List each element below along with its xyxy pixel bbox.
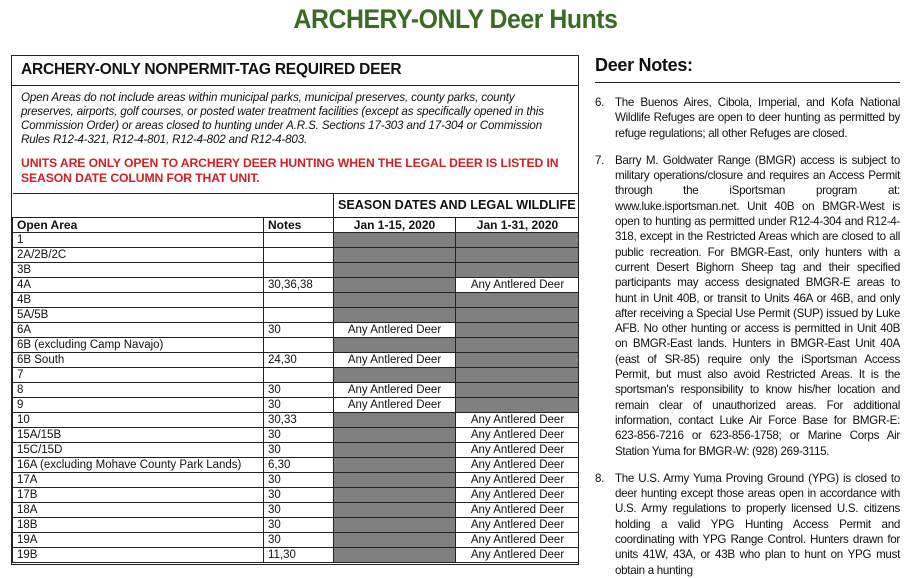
open-area-cell: 19A — [13, 533, 264, 548]
table-row — [13, 368, 580, 383]
season-header-row — [13, 194, 580, 218]
season-1-cell: Any Antlered Deer — [334, 398, 456, 413]
table-row — [13, 413, 580, 428]
season-2-cell — [456, 263, 580, 278]
col-date-1: Jan 1-15, 2020 — [334, 218, 456, 233]
season-1-cell — [334, 458, 456, 473]
season-2-cell — [456, 233, 580, 248]
season-1-cell — [334, 233, 456, 248]
season-1-cell — [334, 308, 456, 323]
table-row — [13, 518, 580, 533]
table-row — [13, 548, 580, 563]
notes-cell: 24,30 — [264, 353, 334, 368]
hunt-table-body — [13, 233, 580, 563]
season-1-cell — [334, 278, 456, 293]
notes-cell: 30 — [264, 503, 334, 518]
open-area-cell: 16A (excluding Mohave County Park Lands) — [13, 458, 264, 473]
notes-cell — [264, 248, 334, 263]
open-area-cell: 6B (excluding Camp Navajo) — [13, 338, 264, 353]
open-area-cell: 5A/5B — [13, 308, 264, 323]
note-number: 6. — [595, 96, 605, 109]
col-open-area: Open Area — [13, 218, 264, 233]
notes-cell — [264, 263, 334, 278]
season-2-cell — [456, 398, 580, 413]
notes-cell: 30 — [264, 518, 334, 533]
notes-cell: 11,30 — [264, 548, 334, 563]
season-1-cell — [334, 368, 456, 383]
season-1-cell: Any Antlered Deer — [334, 323, 456, 338]
note-text: Barry M. Goldwater Range (BMGR) access is subject to military operations/closure and requires an Access Permit through the iSportsman program at: www.luke.isportsman.net. Unit 40B on BMGR-West is open to hunting as permitted under R12-4-304 and R12-4-318, except in the Restricted Areas which are closed to all public recreation. For BMGR-East, only hunters with a current Desert Bighorn Sheep tag and their specified participants may access designated BMGR-E areas to hunt in Unit 40B, or transit to Units 46A or 46B, and only after receiving a Special Use Permit (SUP) issued by Luke AFB. No other hunting or access is permitted in Unit 40B on BMGR-East lands. Hunters in BMGR-East Unit 40A (east of SR-85) require only the iSportsman Access Permit, but must also avoid Restricted Areas. It is the sportsman's responsibility to know his/her location and remain clear of unauthorized areas. For additional information, contact Luke Air Force Base for BMGR-E: 623-856-7216 or 623-856-1758; or Marine Corps Air Station Yuma for BMGR-W: (928) 269-3115. — [615, 153, 900, 458]
open-area-cell: 8 — [13, 383, 264, 398]
column-header-row — [13, 218, 580, 233]
season-1-cell — [334, 443, 456, 458]
notes-cell: 30 — [264, 533, 334, 548]
notes-cell: 30 — [264, 473, 334, 488]
table-row — [13, 398, 580, 413]
note-item — [595, 471, 900, 578]
season-2-cell — [456, 323, 580, 338]
season-2-cell: Any Antlered Deer — [456, 518, 580, 533]
season-header: SEASON DATES AND LEGAL WILDLIFE — [334, 194, 580, 218]
season-1-cell — [334, 473, 456, 488]
notes-cell — [264, 338, 334, 353]
open-area-cell: 1 — [13, 233, 264, 248]
note-number: 8. — [595, 471, 605, 485]
season-2-cell — [456, 308, 580, 323]
table-row — [13, 443, 580, 458]
table-row — [13, 428, 580, 443]
season-2-cell — [456, 248, 580, 263]
table-row — [13, 503, 580, 518]
open-area-cell: 7 — [13, 368, 264, 383]
season-2-cell: Any Antlered Deer — [456, 503, 580, 518]
table-row — [13, 323, 580, 338]
notes-cell — [264, 308, 334, 323]
season-2-cell: Any Antlered Deer — [456, 443, 580, 458]
intro-text: Open Areas do not include areas within municipal parks, municipal preserves, county parks, county preserves, airports, golf courses, or posted water treatment facilities (except as specifically opened in this Commission Order) or areas closed to hunting under A.R.S. Sections 17-303 and 17-304 or Commission Rules R12-4-321, R12-4-801, R12-4-802 and R12-4-803. — [21, 91, 544, 146]
open-area-cell: 2A/2B/2C — [13, 248, 264, 263]
table-row — [13, 383, 580, 398]
season-2-cell: Any Antlered Deer — [456, 428, 580, 443]
note-item — [595, 95, 900, 141]
season-1-cell — [334, 248, 456, 263]
page-title: ARCHERY-ONLY Deer Hunts — [293, 4, 618, 34]
season-1-cell — [334, 293, 456, 308]
deer-notes-section — [595, 55, 900, 578]
table-row — [13, 308, 580, 323]
season-1-cell — [334, 413, 456, 428]
season-2-cell — [456, 338, 580, 353]
notes-cell: 30,36,38 — [264, 278, 334, 293]
open-area-cell: 15A/15B — [13, 428, 264, 443]
table-row — [13, 488, 580, 503]
season-1-cell: Any Antlered Deer — [334, 383, 456, 398]
season-2-cell: Any Antlered Deer — [456, 413, 580, 428]
open-area-cell: 15C/15D — [13, 443, 264, 458]
open-area-cell: 4A — [13, 278, 264, 293]
notes-cell: 6,30 — [264, 458, 334, 473]
section-heading: ARCHERY-ONLY NONPERMIT-TAG REQUIRED DEER — [12, 56, 578, 86]
open-area-cell: 17A — [13, 473, 264, 488]
open-area-cell: 19B — [13, 548, 264, 563]
notes-title: Deer Notes: — [595, 55, 900, 83]
season-2-cell: Any Antlered Deer — [456, 488, 580, 503]
col-date-2: Jan 1-31, 2020 — [456, 218, 580, 233]
season-1-cell — [334, 488, 456, 503]
season-1-cell — [334, 428, 456, 443]
hunt-table — [12, 193, 579, 563]
season-2-cell — [456, 368, 580, 383]
notes-cell — [264, 368, 334, 383]
table-row — [13, 233, 580, 248]
note-text: The U.S. Army Yuma Proving Ground (YPG) is closed to deer hunting except those areas open in accordance with U.S. Army regulations to properly licensed U.S. citizens holding a valid YPG Hunting Access Permit and coordinating with YPG Range Control. Hunters drawn for units 41W, 43A, or 43B who plan to hunt on YPG must obtain a hunting — [615, 471, 900, 577]
table-row — [13, 473, 580, 488]
season-1-cell — [334, 338, 456, 353]
note-item — [595, 153, 900, 459]
notes-cell: 30 — [264, 443, 334, 458]
season-1-cell — [334, 518, 456, 533]
notes-cell — [264, 233, 334, 248]
season-2-cell — [456, 293, 580, 308]
notes-cell: 30 — [264, 398, 334, 413]
season-1-cell: Any Antlered Deer — [334, 353, 456, 368]
note-number: 7. — [595, 153, 605, 167]
col-notes: Notes — [264, 218, 334, 233]
table-row — [13, 338, 580, 353]
table-row — [13, 533, 580, 548]
table-row — [13, 458, 580, 473]
season-2-cell: Any Antlered Deer — [456, 458, 580, 473]
notes-cell: 30 — [264, 323, 334, 338]
hunt-table-section — [11, 55, 579, 565]
season-1-cell — [334, 263, 456, 278]
header-spacer — [13, 194, 334, 218]
open-area-cell: 3B — [13, 263, 264, 278]
season-1-cell — [334, 548, 456, 563]
notes-cell: 30 — [264, 383, 334, 398]
season-2-cell: Any Antlered Deer — [456, 548, 580, 563]
open-area-cell: 4B — [13, 293, 264, 308]
notes-cell — [264, 293, 334, 308]
season-2-cell: Any Antlered Deer — [456, 278, 580, 293]
open-area-cell: 18A — [13, 503, 264, 518]
open-area-cell: 6B South — [13, 353, 264, 368]
season-1-cell — [334, 503, 456, 518]
open-area-cell: 10 — [13, 413, 264, 428]
table-row — [13, 263, 580, 278]
table-row — [13, 248, 580, 263]
table-row — [13, 293, 580, 308]
notes-cell: 30,33 — [264, 413, 334, 428]
open-area-cell: 9 — [13, 398, 264, 413]
season-2-cell — [456, 383, 580, 398]
table-row — [13, 278, 580, 293]
open-area-cell: 18B — [13, 518, 264, 533]
season-2-cell: Any Antlered Deer — [456, 473, 580, 488]
open-area-cell: 6A — [13, 323, 264, 338]
notes-cell: 30 — [264, 488, 334, 503]
note-text: The Buenos Aires, Cibola, Imperial, and Kofa National Wildlife Refuges are open to deer hunting as permitted by refuge regulations; all other Refuges are closed. — [615, 96, 900, 140]
table-row — [13, 353, 580, 368]
season-2-cell — [456, 353, 580, 368]
warning-text: UNITS ARE ONLY OPEN TO ARCHERY DEER HUNTING WHEN THE LEGAL DEER IS LISTED IN SEASON DATE COLUMN FOR THAT UNIT. — [21, 156, 559, 185]
notes-cell: 30 — [264, 428, 334, 443]
open-area-cell: 17B — [13, 488, 264, 503]
season-2-cell: Any Antlered Deer — [456, 533, 580, 548]
season-1-cell — [334, 533, 456, 548]
